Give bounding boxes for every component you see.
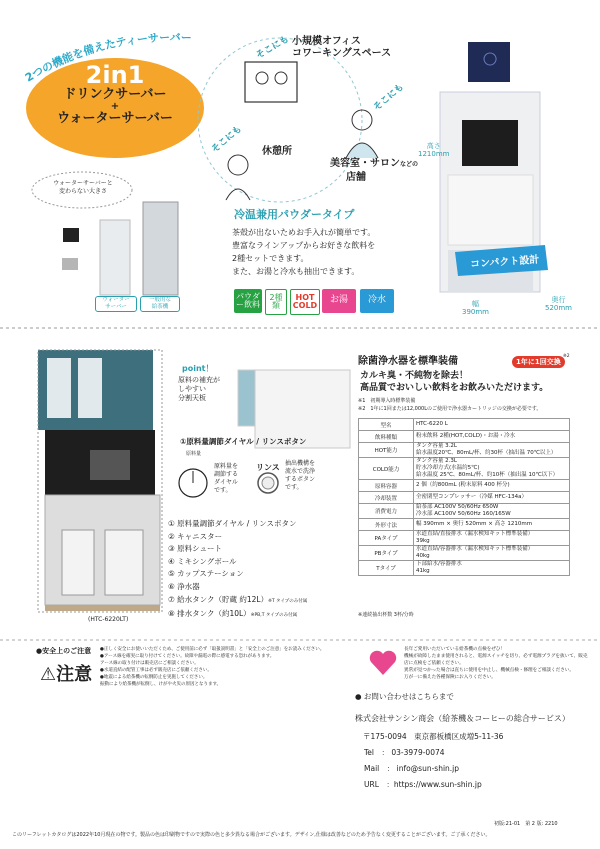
filter-badge: 1年に1回交換: [512, 356, 565, 368]
contact-url[interactable]: URL ：https://www.sun-shin.jp: [364, 780, 482, 789]
spec-row: [359, 419, 570, 431]
spec-table: [358, 418, 570, 576]
edition-label: 初版:21-01 第 2 版: 2210: [494, 821, 558, 827]
scene-salon-label2: 店舗: [346, 172, 366, 183]
spec-value: 水道直結/容器排水（漏水検知キット標準装備） 40kg: [414, 546, 570, 561]
dial-desc: 原料量を 調節する ダイヤル です。: [214, 463, 239, 494]
product-main: 2in1: [85, 61, 145, 89]
filter-line1: カルキ臭・不純物を除去！: [360, 371, 469, 381]
spec-value: 2 個（約800mL (粉末原料 400 杯分): [414, 480, 570, 492]
rinse-label: リンス: [256, 463, 280, 472]
footer-disclaimer: このリーフレットカタログは2022年10月現在の物です。製品の色は印刷物ですので実際の色と多少異なる場合がございます。デザイン,仕様は改善などのため予告なく変更することがございます。ご了承ください。: [12, 832, 491, 838]
part-4: ④ ミキシングボール: [168, 556, 237, 566]
model-tag: (HTC-6220LT): [88, 616, 129, 623]
anywhere-label-1: そこにも: [209, 124, 244, 156]
contact-tel: Tel ： 03-3979-0074: [364, 748, 445, 757]
point-text: 原料の補充が しやすい 分割天板: [178, 376, 220, 402]
filter-note1: ※1 初期導入時標準装備: [358, 398, 416, 404]
spec-key: 外形寸法: [359, 519, 414, 531]
product-line2: ウォーターサーバー: [57, 111, 173, 126]
spec-key: 飲料種類: [359, 431, 414, 443]
width-label: 幅 390mm: [462, 300, 489, 316]
spec-value: 幅 390mm × 奥行 520mm × 高さ 1210mm: [414, 519, 570, 531]
spec-row: [359, 492, 570, 504]
spec-row: [359, 480, 570, 492]
filter-note2: ※2 1年に1回または12,000Lのご使用で浄水器カートリッジの交換が必要です。: [358, 406, 542, 412]
spec-row: [359, 504, 570, 519]
dial-label: 原料量: [186, 451, 202, 457]
heart-icon: [368, 648, 398, 678]
spec-row: [359, 531, 570, 546]
spec-row: [359, 546, 570, 561]
spec-key: 消費電力: [359, 504, 414, 519]
rest-person-illustration: [228, 155, 248, 175]
anywhere-label-3: そこにも: [371, 82, 406, 114]
contact-heading: ● お問い合わせはこちらまで: [355, 692, 454, 701]
chip-powder: パウダー飲料: [234, 289, 262, 313]
product-plus: +: [110, 101, 120, 112]
product-badge-text: [40, 62, 190, 126]
spec-value: タンク容量 2.3L 貯水冷却方式(水温約5℃) 給水温度 25℃、80mL/杯、約10杯（抽出温 10℃以下）: [414, 458, 570, 480]
part-5: ⑤ カップステーション: [168, 569, 244, 579]
spec-key: COLD能力: [359, 458, 414, 480]
safety-text: ●正しく安全にお使いいただくため、ご使用前に必ず「取扱説明書」と「安全上のご注意」をお読みください。 ●アース線を確実に取り付けてください。故障や漏電の際に感電する恐れがあります。 アース線の取り付けは販売店にご相談ください。 ●水道直結の配管工事は必ず販売店にご依頼ください。 ●地震による給茶機の転倒防止を実施してください。 振動により給茶機が転倒し、けがや火災の原因となります。: [100, 647, 325, 687]
product-line1: ドリンクサーバー: [63, 87, 167, 102]
caution-label: ⚠注意: [40, 664, 93, 685]
spec-row: [359, 431, 570, 443]
powder-title: 冷温兼用パウダータイプ: [234, 208, 355, 221]
water-server-illustration: [100, 220, 130, 295]
part-1: ① 原料量調節ダイヤル / リンスボタン: [168, 519, 297, 528]
water-server-head: [63, 228, 79, 242]
contact-address: 〒175-0094 東京都板橋区成増5-11-36: [363, 732, 504, 741]
anywhere-label-2: そこにも: [254, 34, 291, 62]
spec-row: [359, 458, 570, 480]
dial-section-title: ①原料量調節ダイヤル / リンスボタン: [180, 437, 307, 446]
chip-cold-water: 冷水: [360, 289, 394, 313]
filter-badge-note: ※2: [563, 354, 570, 359]
spec-value: 全密閉型コンプレッサー（冷媒 HFC-134a）: [414, 492, 570, 504]
safety-title: ●安全上のご注意: [36, 647, 92, 655]
chip-two-types: 2種類: [265, 289, 287, 315]
divider-2: [0, 638, 600, 642]
maintenance-text: 長年ご愛用いただいている給茶機の点検をぜひ！ 機械が故障したまま使用されると、電源スイッチを切り、必ず電源プラグを抜いて、販売店に点検をご依頼ください。 異常が見つかった場合は直ちに使用を中止し、機械点検・修理をご相談ください。 万が一に備えた各種保険にお入りください。: [404, 647, 588, 680]
general-tea-server-illustration: [143, 202, 178, 295]
point-label: point！: [182, 364, 214, 373]
spec-key: PBタイプ: [359, 546, 414, 561]
spec-value: 水道直結/直接排水（漏水検知キット標準装備） 39kg: [414, 531, 570, 546]
office-board-illustration: [245, 62, 297, 102]
spec-key: HOT能力: [359, 443, 414, 458]
spec-key: Tタイプ: [359, 561, 414, 576]
spec-key: 原料容器: [359, 480, 414, 492]
height-label: 高さ 1210mm: [418, 142, 450, 158]
size-note: ウォーターサーバーと 変わらない大きさ: [53, 180, 113, 195]
spec-key: 型名: [359, 419, 414, 431]
label-general-server: 一般的な 給茶機: [140, 296, 180, 312]
powder-body: 茶殻が出ないためお手入れが簡単です。 豊富なラインアップからお好きな飲料を 2種セットできます。 また、お湯と冷水も抽出できます。: [232, 228, 376, 276]
machine-top-view: [468, 42, 510, 82]
spec-row: [359, 443, 570, 458]
part-7: ⑦ 給水タンク（貯蔵 約12L）※T タイプのみ付属: [168, 594, 308, 604]
caution-icon: ⚠: [40, 664, 57, 685]
spec-footnote: ※連続抽出杯数 3杯/分時: [358, 612, 414, 618]
rinse-desc: 抽出機構を 流水で洗浄 するボタン です。: [285, 460, 316, 491]
arc-title: 2つの機能を備えたティーサーバー: [22, 31, 193, 85]
filter-line2: 高品質でおいしい飲料をお飲みいただけます。: [360, 383, 549, 393]
chip-hot-water: お湯: [322, 289, 356, 313]
compact-label: コンパクト設計: [469, 254, 540, 271]
part-2: ② キャニスター: [168, 531, 223, 541]
contact-company: 株式会社サンシン商会（給茶機＆コーヒーの総合サービス）: [355, 714, 570, 723]
spec-row: [359, 561, 570, 576]
depth-label: 奥行 520mm: [545, 296, 572, 312]
scene-office-label: 小規模オフィス コワーキングスペース: [292, 36, 392, 59]
part-6: ⑥ 浄水器: [168, 581, 200, 591]
spec-value: 下部給水/容器排水 41kg: [414, 561, 570, 576]
filter-title: 除菌浄水器を標準装備: [358, 356, 458, 367]
spec-value: 給茶部 AC100V 50/60Hz 650W 冷水部 AC100V 50/60Hz 160/165W: [414, 504, 570, 519]
spec-key: PAタイプ: [359, 531, 414, 546]
chip-hot-cold: HOT COLD: [290, 289, 320, 315]
part-8: ⑧ 排水タンク（約10L）※PB,T タイプのみ付属: [168, 609, 298, 619]
spec-value: 粉末飲料 2種(HOT,COLD)・お湯・冷水: [414, 431, 570, 443]
scene-rest-label: 休憩所: [262, 146, 292, 157]
contact-mail[interactable]: Mail ： info@sun-shin.jp: [364, 764, 460, 773]
parts-list: [168, 518, 307, 623]
scene-salon-label: 美容室・サロンなどの: [330, 158, 419, 169]
part-3: ③ 原料シュート: [168, 544, 222, 554]
label-water-server: ウォーター サーバー: [95, 296, 137, 312]
spec-row: [359, 519, 570, 531]
spec-value: HTC-6220 L: [414, 419, 570, 431]
spec-value: タンク容量 3.2L 給水温度20℃、80mL/杯、約30杯（抽出温 70℃以上）: [414, 443, 570, 458]
spec-key: 冷却装置: [359, 492, 414, 504]
